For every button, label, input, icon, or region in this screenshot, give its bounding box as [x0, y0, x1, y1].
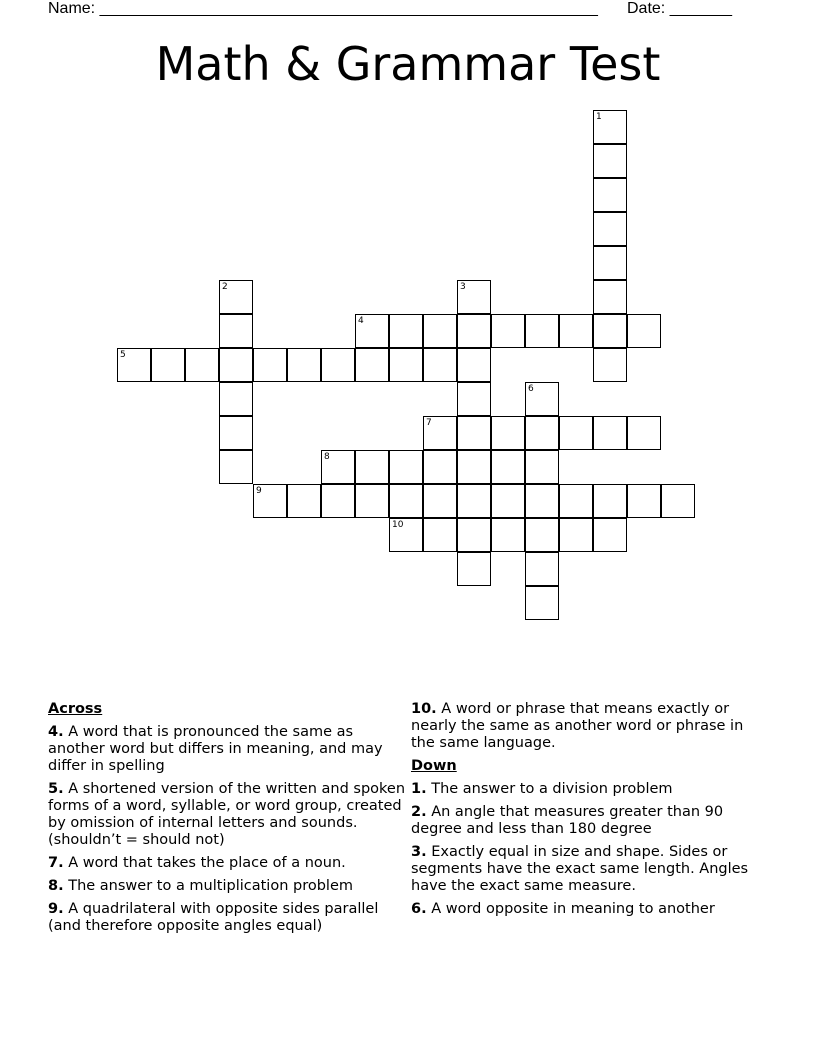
grid-cell[interactable]: [423, 416, 457, 450]
grid-cell[interactable]: [593, 348, 627, 382]
clue-number: 3.: [411, 844, 427, 860]
clue-across-5: [48, 781, 408, 849]
date-field-line: Date: _______: [627, 0, 732, 17]
clue-text: A shortened version of the written and spoken forms of a word, syllable, or word group, created by omission of internal letters and sounds. (shouldn’t = should not): [48, 781, 406, 848]
grid-cell[interactable]: [219, 416, 253, 450]
grid-cell[interactable]: [423, 314, 457, 348]
grid-cell[interactable]: [355, 484, 389, 518]
page-title: Math & Grammar Test: [155, 37, 661, 91]
grid-cell[interactable]: [559, 518, 593, 552]
name-field-line: Name: ________________________________________________________: [48, 0, 598, 17]
clue-text: The answer to a multiplication problem: [68, 878, 353, 894]
grid-cell[interactable]: [423, 348, 457, 382]
cell-number: 5: [120, 350, 126, 360]
grid-cell[interactable]: [491, 450, 525, 484]
grid-cell[interactable]: [389, 484, 423, 518]
grid-cell[interactable]: [389, 314, 423, 348]
grid-cell[interactable]: [457, 416, 491, 450]
grid-cell[interactable]: [151, 348, 185, 382]
grid-cell[interactable]: [525, 314, 559, 348]
grid-cell[interactable]: [525, 450, 559, 484]
grid-cell[interactable]: [525, 552, 559, 586]
grid-cell[interactable]: [627, 484, 661, 518]
clue-down-1: [411, 781, 771, 798]
clue-number: 7.: [48, 855, 64, 871]
cell-number: 4: [358, 316, 364, 326]
grid-cell[interactable]: [593, 144, 627, 178]
grid-cell[interactable]: [321, 450, 355, 484]
cell-number: 8: [324, 452, 330, 462]
clue-text: A word or phrase that means exactly or nearly the same as another word or phrase in the same language.: [411, 701, 744, 751]
clue-text: Exactly equal in size and shape. Sides or segments have the exact same length. Angles have the exact same measure.: [411, 844, 749, 894]
grid-cell[interactable]: [423, 518, 457, 552]
grid-cell[interactable]: [423, 484, 457, 518]
grid-cell[interactable]: [525, 518, 559, 552]
grid-cell[interactable]: [423, 450, 457, 484]
grid-cell[interactable]: [593, 314, 627, 348]
cell-number: 6: [528, 384, 534, 394]
cell-number: 7: [426, 418, 432, 428]
grid-cell[interactable]: [287, 348, 321, 382]
clue-across-9: [48, 901, 408, 935]
grid-cell[interactable]: [593, 246, 627, 280]
clue-text: The answer to a division problem: [431, 781, 673, 797]
across-heading: Across: [48, 701, 103, 717]
grid-cell[interactable]: [491, 416, 525, 450]
grid-cell[interactable]: [457, 450, 491, 484]
grid-cell[interactable]: [593, 416, 627, 450]
grid-cell[interactable]: [389, 348, 423, 382]
clues-column-right: [411, 701, 771, 924]
grid-cell[interactable]: [593, 518, 627, 552]
grid-cell[interactable]: [219, 314, 253, 348]
grid-cell[interactable]: [117, 348, 151, 382]
grid-cell[interactable]: [457, 348, 491, 382]
clue-text: A word that is pronounced the same as another word but differs in meaning, and may differ in spelling: [48, 724, 383, 774]
grid-cell[interactable]: [525, 586, 559, 620]
grid-cell[interactable]: [355, 314, 389, 348]
clue-number: 10.: [411, 701, 437, 717]
grid-cell[interactable]: [491, 518, 525, 552]
grid-cell[interactable]: [253, 484, 287, 518]
grid-cell[interactable]: [389, 518, 423, 552]
grid-cell[interactable]: [457, 382, 491, 416]
grid-cell[interactable]: [355, 348, 389, 382]
clue-down-2: [411, 804, 771, 838]
clue-number: 1.: [411, 781, 427, 797]
grid-cell[interactable]: [321, 484, 355, 518]
clue-across-4: [48, 724, 408, 775]
grid-cell[interactable]: [389, 450, 423, 484]
grid-cell[interactable]: [457, 552, 491, 586]
grid-cell[interactable]: [593, 212, 627, 246]
clue-number: 9.: [48, 901, 64, 917]
grid-cell[interactable]: [627, 314, 661, 348]
clue-number: 4.: [48, 724, 64, 740]
grid-cell[interactable]: [185, 348, 219, 382]
grid-cell[interactable]: [287, 484, 321, 518]
grid-cell[interactable]: [627, 416, 661, 450]
down-heading: Down: [411, 758, 457, 774]
clue-across-8: [48, 878, 408, 895]
grid-cell[interactable]: [457, 314, 491, 348]
cell-number: 3: [460, 282, 466, 292]
grid-cell[interactable]: [457, 518, 491, 552]
grid-cell[interactable]: [253, 348, 287, 382]
clue-number: 6.: [411, 901, 427, 917]
cell-number: 1: [596, 112, 602, 122]
clue-down-6: [411, 901, 771, 918]
clue-number: 5.: [48, 781, 64, 797]
grid-cell[interactable]: [593, 484, 627, 518]
grid-cell[interactable]: [491, 314, 525, 348]
clue-down-3: [411, 844, 771, 895]
clue-number: 2.: [411, 804, 427, 820]
cell-number: 10: [392, 520, 404, 530]
clue-text: A word opposite in meaning to another: [431, 901, 715, 917]
grid-cell[interactable]: [559, 416, 593, 450]
clue-text: An angle that measures greater than 90 degree and less than 180 degree: [411, 804, 724, 837]
clue-across-7: [48, 855, 408, 872]
clue-across-10: [411, 701, 771, 752]
grid-cell[interactable]: [525, 416, 559, 450]
grid-cell[interactable]: [457, 484, 491, 518]
grid-cell[interactable]: [593, 110, 627, 144]
grid-cell[interactable]: [593, 178, 627, 212]
grid-cell[interactable]: [219, 280, 253, 314]
clue-text: A word that takes the place of a noun.: [68, 855, 346, 871]
grid-cell[interactable]: [219, 348, 253, 382]
grid-cell[interactable]: [219, 450, 253, 484]
grid-cell[interactable]: [457, 280, 491, 314]
grid-cell[interactable]: [661, 484, 695, 518]
grid-cell[interactable]: [219, 382, 253, 416]
grid-cell[interactable]: [321, 348, 355, 382]
cell-number: 2: [222, 282, 228, 292]
grid-cell[interactable]: [491, 484, 525, 518]
grid-cell[interactable]: [559, 314, 593, 348]
grid-cell[interactable]: [559, 484, 593, 518]
clues-column-left: [48, 701, 408, 941]
grid-cell[interactable]: [355, 450, 389, 484]
clue-text: A quadrilateral with opposite sides parallel (and therefore opposite angles equal): [48, 901, 379, 934]
cell-number: 9: [256, 486, 262, 496]
grid-cell[interactable]: [525, 484, 559, 518]
clue-number: 8.: [48, 878, 64, 894]
grid-cell[interactable]: [593, 280, 627, 314]
grid-cell[interactable]: [525, 382, 559, 416]
